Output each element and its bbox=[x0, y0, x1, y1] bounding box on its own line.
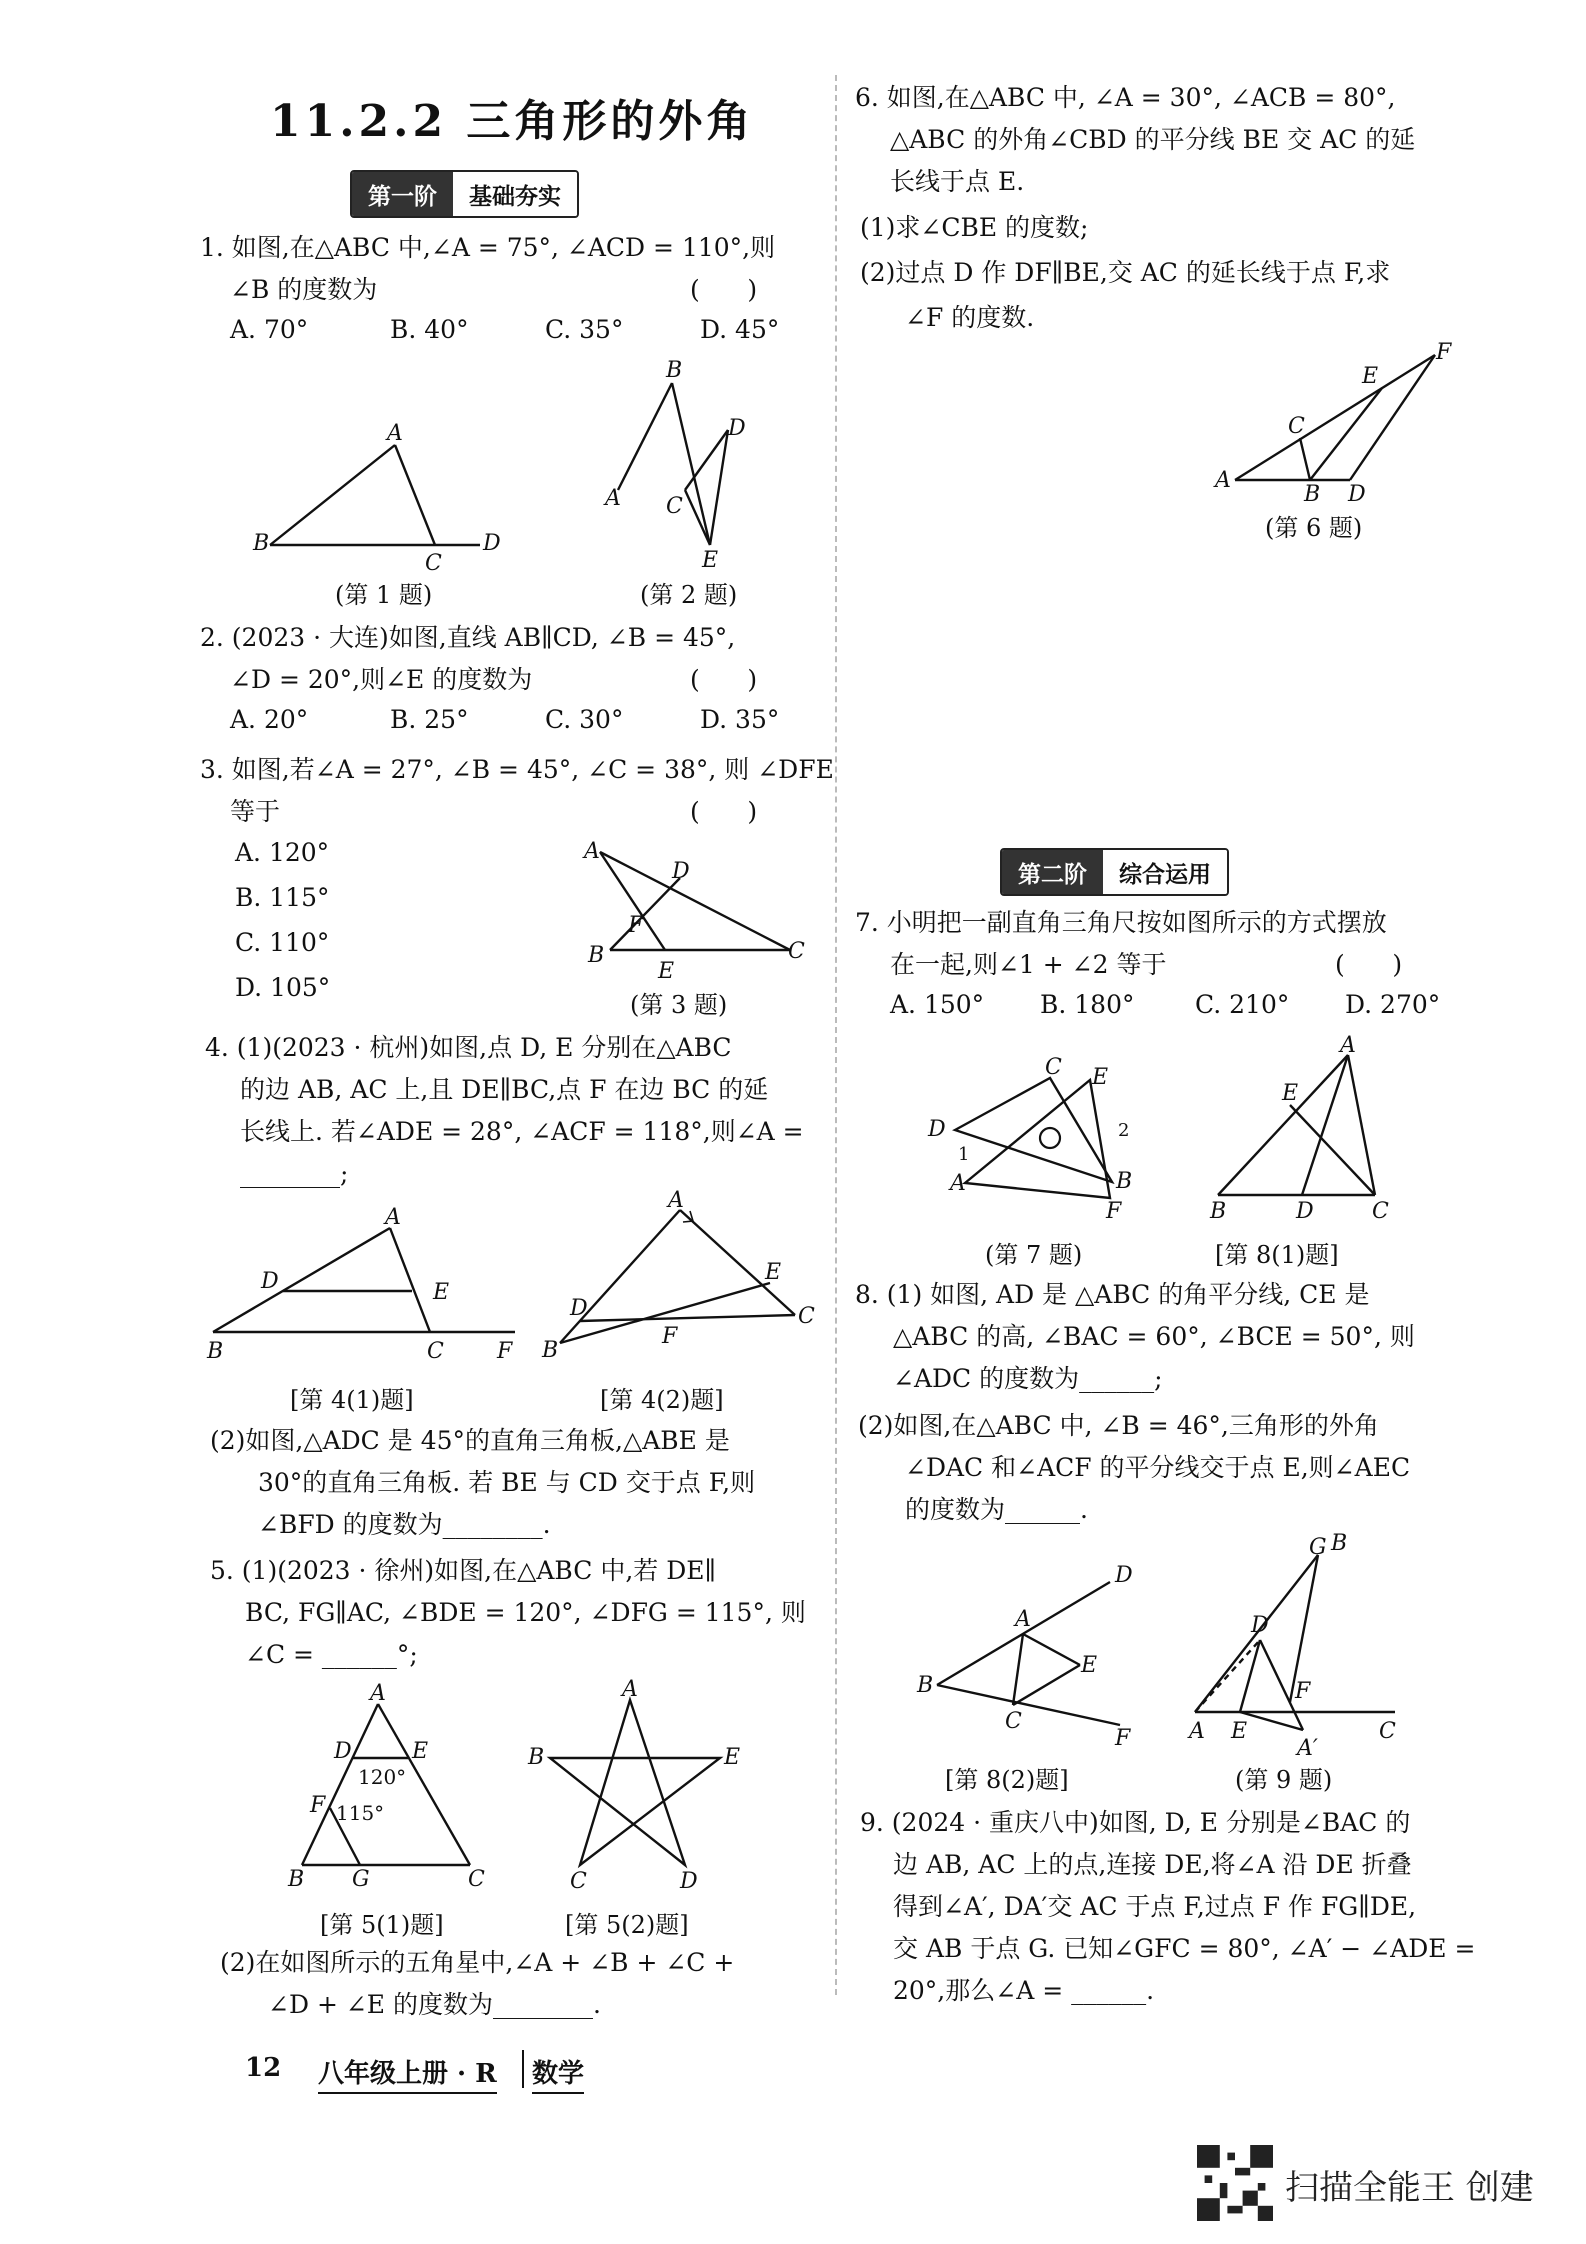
question-8-2-line-3: 的度数为______. bbox=[905, 1495, 1088, 1524]
fig-label: C bbox=[427, 1339, 444, 1364]
fig-label: A bbox=[370, 1681, 386, 1706]
question-8-line-1: 8. (1) 如图, AD 是 △ABC 的角平分线, CE 是 bbox=[855, 1280, 1370, 1309]
fig-label: B bbox=[288, 1867, 305, 1892]
fig-label: F bbox=[662, 1324, 678, 1349]
fig-label: D bbox=[928, 1117, 946, 1142]
fig-label: C bbox=[570, 1869, 587, 1894]
fig-label: D bbox=[261, 1269, 279, 1294]
figure-5-1 bbox=[288, 1681, 490, 1892]
column-divider bbox=[835, 75, 837, 1995]
fig-label: E bbox=[658, 959, 675, 984]
option-d: D. 105° bbox=[235, 973, 331, 1002]
figure-6-caption: (第 6 题) bbox=[1265, 514, 1363, 542]
fig-label: D bbox=[1348, 482, 1366, 507]
fig-label: A bbox=[1340, 1033, 1356, 1058]
fig-label: D bbox=[672, 859, 690, 884]
fig-label: E bbox=[1081, 1653, 1098, 1678]
question-5-2-line-2: ∠D + ∠E 的度数为________. bbox=[268, 1990, 601, 2019]
question-9-line-2: 边 AB, AC 上的点,连接 DE,将∠A 沿 DE 折叠 bbox=[893, 1850, 1412, 1879]
question-5-2-line-1: (2)在如图所示的五角星中,∠A + ∠B + ∠C + bbox=[220, 1948, 735, 1977]
figure-6 bbox=[1210, 340, 1452, 507]
section-level: 第二阶 bbox=[1002, 850, 1103, 894]
section-label: 综合运用 bbox=[1103, 850, 1227, 894]
fig-label: F bbox=[1106, 1199, 1122, 1224]
section-level: 第一阶 bbox=[352, 172, 453, 216]
fig-label: A bbox=[605, 486, 621, 511]
fig-label: A bbox=[1015, 1607, 1031, 1632]
fig-label: F bbox=[1115, 1726, 1131, 1751]
figure-4-2 bbox=[540, 1188, 820, 1365]
figure-5-2-caption: [第 5(2)题] bbox=[565, 1911, 689, 1939]
book-name: 八年级上册 · R bbox=[318, 2053, 497, 2094]
fig-label: A bbox=[584, 839, 600, 864]
scanner-watermark: 扫描全能王 创建 bbox=[1285, 2168, 1534, 2208]
figure-5-2 bbox=[528, 1677, 741, 1894]
fig-label: E bbox=[433, 1280, 450, 1305]
figure-1 bbox=[253, 420, 505, 576]
subject-name: 数学 bbox=[532, 2053, 584, 2094]
figure-4-1-caption: [第 4(1)题] bbox=[290, 1386, 414, 1414]
fig-label: F bbox=[310, 1793, 326, 1818]
question-9-line-5: 20°,那么∠A = ______. bbox=[893, 1976, 1155, 2005]
option-c: C. 30° bbox=[545, 705, 624, 734]
option-b: B. 25° bbox=[390, 705, 469, 734]
fig-label: E bbox=[765, 1260, 782, 1285]
question-3-line-2: 等于 bbox=[230, 797, 281, 826]
figure-2-caption: (第 2 题) bbox=[640, 581, 738, 609]
fig-label: E bbox=[702, 548, 719, 573]
fig-label: D bbox=[728, 416, 746, 441]
question-4-2-line-2: 30°的直角三角板. 若 BE 与 CD 交于点 F,则 bbox=[258, 1468, 756, 1497]
question-2-line-2: ∠D = 20°,则∠E 的度数为 bbox=[230, 665, 533, 694]
figure-4-2-caption: [第 4(2)题] bbox=[600, 1386, 724, 1414]
fig-label: A bbox=[1215, 468, 1231, 493]
fig-label: D bbox=[1251, 1613, 1269, 1638]
fig-label: B bbox=[542, 1338, 559, 1363]
fig-label: B bbox=[1331, 1531, 1348, 1556]
question-6-line-3: 长线于点 E. bbox=[890, 167, 1025, 196]
figure-3 bbox=[584, 839, 810, 984]
question-5-line-2: BC, FG∥AC, ∠BDE = 120°, ∠DFG = 115°, 则 bbox=[245, 1598, 806, 1627]
figure-5-1-caption: [第 5(1)题] bbox=[320, 1911, 444, 1939]
answer-paren: ( ) bbox=[690, 665, 758, 694]
fig-label: C bbox=[1045, 1055, 1062, 1080]
fig-label: A bbox=[622, 1677, 638, 1702]
question-4-2-line-3: ∠BFD 的度数为________. bbox=[258, 1510, 551, 1539]
question-8-2-line-2: ∠DAC 和∠ACF 的平分线交于点 E,则∠AEC bbox=[905, 1453, 1411, 1482]
angle-label: 120° bbox=[358, 1765, 407, 1789]
fig-label: A bbox=[385, 1205, 401, 1230]
question-3-line-1: 3. 如图,若∠A = 27°, ∠B = 45°, ∠C = 38°, 则 ∠DFE bbox=[200, 755, 834, 784]
fig-label: B bbox=[1116, 1169, 1133, 1194]
section-label: 基础夯实 bbox=[453, 172, 577, 216]
fig-label: B bbox=[1210, 1199, 1227, 1224]
fig-label: A bbox=[950, 1171, 966, 1196]
section-badge-advanced bbox=[1000, 848, 1229, 896]
section-badge-basic bbox=[350, 170, 579, 218]
question-6-line-6: ∠F 的度数. bbox=[905, 303, 1035, 332]
page-number: 12 bbox=[245, 2053, 282, 2083]
figure-8-2 bbox=[915, 1560, 1145, 1750]
page-title: 11.2.2 三角形的外角 bbox=[270, 96, 755, 147]
figure-8-1 bbox=[1200, 1033, 1400, 1224]
angle-label: 2 bbox=[1118, 1120, 1130, 1141]
figure-3-caption: (第 3 题) bbox=[630, 991, 728, 1019]
option-a: A. 70° bbox=[230, 315, 309, 344]
fig-label: E bbox=[1231, 1719, 1248, 1744]
fig-label: B bbox=[666, 358, 683, 383]
fig-label: E bbox=[1362, 364, 1379, 389]
answer-paren: ( ) bbox=[1335, 950, 1403, 979]
fig-label: D bbox=[570, 1296, 588, 1321]
question-1-line-2: ∠B 的度数为 bbox=[230, 275, 378, 304]
question-6-line-2: △ABC 的外角∠CBD 的平分线 BE 交 AC 的延 bbox=[890, 125, 1416, 154]
fig-label: F bbox=[628, 913, 644, 938]
question-4-line-2: 的边 AB, AC 上,且 DE∥BC,点 F 在边 BC 的延 bbox=[240, 1075, 769, 1104]
fig-label: C bbox=[798, 1304, 815, 1329]
option-b: B. 180° bbox=[1040, 990, 1135, 1019]
question-1-line-1: 1. 如图,在△ABC 中,∠A = 75°, ∠ACD = 110°,则 bbox=[200, 233, 776, 262]
fig-label: A bbox=[1189, 1719, 1205, 1744]
figure-7-caption: (第 7 题) bbox=[985, 1241, 1083, 1269]
question-7-line-2: 在一起,则∠1 + ∠2 等于 bbox=[890, 950, 1167, 979]
fig-label: B bbox=[253, 531, 270, 556]
fig-label: D bbox=[334, 1739, 352, 1764]
fig-label: A bbox=[387, 421, 403, 446]
fig-label: E bbox=[724, 1745, 741, 1770]
fig-label: B bbox=[917, 1673, 934, 1698]
angle-label: 1 bbox=[958, 1144, 970, 1165]
question-6-line-1: 6. 如图,在△ABC 中, ∠A = 30°, ∠ACB = 80°, bbox=[855, 83, 1396, 112]
question-5-line-1: 5. (1)(2023 · 徐州)如图,在△ABC 中,若 DE∥ bbox=[210, 1556, 717, 1585]
option-c: C. 35° bbox=[545, 315, 624, 344]
figure-7 bbox=[920, 1055, 1170, 1224]
question-6-line-5: (2)过点 D 作 DF∥BE,交 AC 的延长线于点 F,求 bbox=[860, 258, 1391, 287]
option-a: A. 20° bbox=[230, 705, 309, 734]
fig-label: C bbox=[425, 551, 442, 576]
fig-label: A bbox=[668, 1188, 684, 1213]
fig-label: C bbox=[1372, 1199, 1389, 1224]
option-b: B. 115° bbox=[235, 883, 330, 912]
option-a: A. 150° bbox=[890, 990, 985, 1019]
fig-label: F bbox=[1295, 1679, 1311, 1704]
figure-9-caption: (第 9 题) bbox=[1235, 1766, 1333, 1794]
question-4-line-3: 长线上. 若∠ADE = 28°, ∠ACF = 118°,则∠A = bbox=[240, 1117, 804, 1146]
figure-8-1-caption: [第 8(1)题] bbox=[1215, 1241, 1339, 1269]
qr-code-icon bbox=[1197, 2145, 1273, 2221]
option-c: C. 110° bbox=[235, 928, 330, 957]
fig-label: E bbox=[1092, 1065, 1109, 1090]
fig-label: C bbox=[788, 939, 805, 964]
question-4-line-4: ________; bbox=[240, 1159, 349, 1188]
figure-4-1 bbox=[205, 1205, 525, 1364]
question-2-line-1: 2. (2023 · 大连)如图,直线 AB∥CD, ∠B = 45°, bbox=[200, 623, 736, 652]
question-5-line-3: ∠C = ______°; bbox=[245, 1640, 418, 1669]
fig-label: B bbox=[207, 1339, 224, 1364]
fig-label: D bbox=[680, 1869, 698, 1894]
angle-label: 115° bbox=[336, 1801, 385, 1825]
fig-label: C bbox=[1005, 1709, 1022, 1734]
question-6-line-4: (1)求∠CBE 的度数; bbox=[860, 213, 1089, 242]
question-9-line-4: 交 AB 于点 G. 已知∠GFC = 80°, ∠A′ − ∠ADE = bbox=[893, 1934, 1476, 1963]
question-8-line-3: ∠ADC 的度数为______; bbox=[893, 1364, 1163, 1393]
option-a: A. 120° bbox=[235, 838, 330, 867]
question-9-line-3: 得到∠A′, DA′交 AC 于点 F,过点 F 作 FG∥DE, bbox=[893, 1892, 1417, 1921]
figure-8-2-caption: [第 8(2)题] bbox=[945, 1766, 1069, 1794]
fig-label: B bbox=[588, 943, 605, 968]
fig-label: E bbox=[1282, 1081, 1299, 1106]
option-d: D. 35° bbox=[700, 705, 780, 734]
fig-label: B bbox=[528, 1745, 545, 1770]
fig-label: A′ bbox=[1297, 1736, 1318, 1761]
question-4-2-line-1: (2)如图,△ADC 是 45°的直角三角板,△ABE 是 bbox=[210, 1426, 730, 1455]
question-8-2-line-1: (2)如图,在△ABC 中, ∠B = 46°,三角形的外角 bbox=[858, 1411, 1379, 1440]
figure-1-caption: (第 1 题) bbox=[335, 581, 433, 609]
option-d: D. 45° bbox=[700, 315, 780, 344]
fig-label: C bbox=[468, 1867, 485, 1892]
question-8-line-2: △ABC 的高, ∠BAC = 60°, ∠BCE = 50°, 则 bbox=[893, 1322, 1415, 1351]
answer-paren: ( ) bbox=[690, 275, 758, 304]
fig-label: E bbox=[412, 1739, 429, 1764]
option-c: C. 210° bbox=[1195, 990, 1290, 1019]
fig-label: F bbox=[497, 1339, 513, 1364]
fig-label: F bbox=[1436, 340, 1452, 365]
answer-paren: ( ) bbox=[690, 797, 758, 826]
fig-label: B bbox=[1304, 482, 1321, 507]
fig-label: C bbox=[666, 494, 683, 519]
fig-label: C bbox=[1379, 1719, 1396, 1744]
question-7-line-1: 7. 小明把一副直角三角尺按如图所示的方式摆放 bbox=[855, 908, 1387, 937]
fig-label: D bbox=[1115, 1563, 1133, 1588]
fig-label: G bbox=[1309, 1535, 1327, 1560]
question-4-line-1: 4. (1)(2023 · 杭州)如图,点 D, E 分别在△ABC bbox=[205, 1033, 732, 1062]
fig-label: G bbox=[352, 1867, 370, 1892]
option-b: B. 40° bbox=[390, 315, 469, 344]
fig-label: D bbox=[483, 531, 501, 556]
figure-9 bbox=[1185, 1530, 1415, 1761]
fig-label: C bbox=[1288, 414, 1305, 439]
footer-divider bbox=[522, 2050, 524, 2088]
figure-2 bbox=[600, 358, 760, 573]
fig-label: D bbox=[1296, 1199, 1314, 1224]
question-9-line-1: 9. (2024 · 重庆八中)如图, D, E 分别是∠BAC 的 bbox=[860, 1808, 1411, 1837]
option-d: D. 270° bbox=[1345, 990, 1441, 1019]
